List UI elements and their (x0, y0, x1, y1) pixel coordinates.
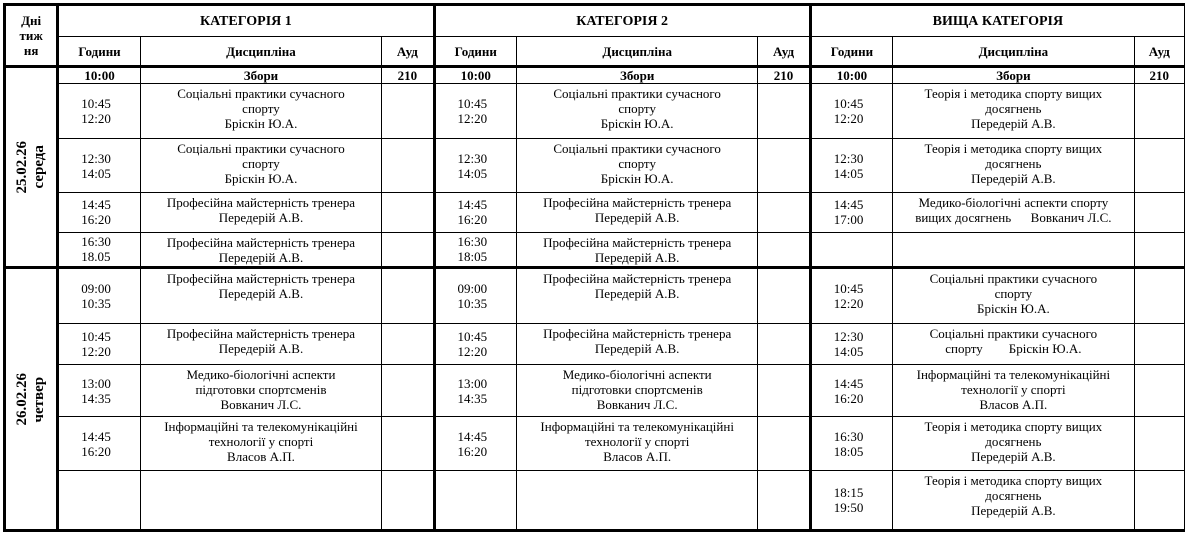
time-line: 12:30 (833, 329, 864, 345)
hours-cell (434, 470, 516, 530)
discipline-line: Інформаційні та телекомунікаційні (540, 419, 734, 435)
discipline-cell: Збори (516, 67, 757, 84)
aud-header: Ауд (382, 37, 434, 67)
day-cell (5, 67, 58, 268)
discipline-cell: Збори (140, 67, 381, 84)
time-line: 12:20 (833, 296, 864, 312)
discipline-line: спорту (994, 285, 1033, 301)
discipline-cell (140, 417, 381, 470)
schedule-row (5, 267, 1185, 323)
hours-cell (434, 192, 516, 232)
hours-header: Години (810, 37, 892, 67)
discipline-cell (516, 139, 757, 192)
hours-cell (434, 324, 516, 365)
discipline-cell (516, 470, 757, 530)
discipline-line: Бріскін Ю.А. (977, 300, 1050, 316)
discipline-cell (516, 267, 757, 323)
discipline-line: технології у спорті (208, 434, 314, 450)
aud-cell (758, 84, 810, 139)
discipline-line: Медико-біологічні аспекти (562, 367, 712, 383)
discipline-line: спорту Бріскін Ю.А. (945, 341, 1082, 357)
discipline-line: Власов А.П. (227, 449, 295, 465)
day-label (14, 141, 48, 194)
hours-cell (810, 139, 892, 192)
hours-cell: 10:00 (58, 67, 140, 84)
discipline-cell (140, 470, 381, 530)
discipline-cell (516, 232, 757, 267)
discipline-header: Дисципліна (893, 37, 1134, 67)
time-line: 18:15 (833, 484, 864, 500)
discipline-line: Професійна майстерність тренера (166, 194, 356, 210)
aud-header: Ауд (758, 37, 810, 67)
aud-cell (1134, 232, 1185, 267)
hours-cell (58, 232, 140, 267)
discipline-line: Бріскін Ю.А. (224, 171, 298, 187)
discipline-line: Теорія і методика спорту вищих (924, 86, 1103, 102)
discipline-cell (893, 139, 1134, 192)
discipline-line: Передерій А.В. (594, 285, 680, 301)
hours-cell (434, 365, 516, 417)
time-line: 16:30 (457, 234, 488, 250)
discipline-line: технології у спорті (961, 382, 1066, 398)
time-line: 10:45 (81, 96, 111, 112)
aud-cell (758, 470, 810, 530)
discipline-line: Інформаційні та телекомунікаційні (916, 367, 1111, 383)
aud-cell: 210 (758, 67, 810, 84)
discipline-line: Медико-біологічні аспекти спорту (918, 194, 1109, 210)
aud-cell (758, 324, 810, 365)
discipline-cell (140, 192, 381, 232)
hours-cell (58, 84, 140, 139)
discipline-cell (140, 324, 381, 365)
aud-cell (382, 417, 434, 470)
discipline-line: Теорія і методика спорту вищих (924, 141, 1103, 157)
time-line: 10:45 (457, 96, 488, 112)
schedule-row (5, 324, 1185, 365)
aud-cell (382, 84, 434, 139)
hours-cell: 10:00 (434, 67, 516, 84)
hours-cell (810, 232, 892, 267)
aud-cell (382, 139, 434, 192)
discipline-line: спорту (618, 156, 656, 172)
time-line: 10:45 (81, 329, 111, 345)
hours-cell (58, 192, 140, 232)
hours-cell (810, 324, 892, 365)
schedule-row (5, 139, 1185, 192)
discipline-cell (893, 84, 1134, 139)
time-line: 14:05 (81, 165, 111, 181)
discipline-line: Вовканич Л.С. (220, 397, 302, 413)
discipline-line: Передерій А.В. (218, 341, 304, 357)
day-date: 25.02.26 (14, 140, 31, 194)
time-line: 16:20 (833, 390, 864, 406)
aud-cell (758, 267, 810, 323)
time-line: 14:45 (457, 428, 488, 444)
hours-cell: 10:00 (810, 67, 892, 84)
discipline-line: Професійна майстерність тренера (166, 270, 356, 286)
hours-cell (434, 267, 516, 323)
discipline-cell (140, 267, 381, 323)
time-line: 12:30 (81, 150, 111, 166)
discipline-cell (140, 84, 381, 139)
discipline-header: Дисципліна (140, 37, 381, 67)
time-line: 14:45 (833, 375, 864, 391)
hours-cell (58, 417, 140, 470)
discipline-line: Інформаційні та телекомунікаційні (164, 419, 358, 435)
discipline-line: спорту (618, 101, 656, 117)
discipline-cell (893, 267, 1134, 323)
discipline-cell (893, 232, 1134, 267)
days-column-header (5, 5, 58, 67)
aud-cell (1134, 365, 1185, 417)
discipline-line: Професійна майстерність тренера (166, 326, 356, 342)
discipline-line: Передерій А.В. (218, 249, 304, 265)
discipline-line: вищих досягнень Вовканич Л.С. (915, 209, 1112, 225)
discipline-header: Дисципліна (516, 37, 757, 67)
hours-cell (58, 139, 140, 192)
discipline-cell (893, 365, 1134, 417)
time-line: 14:45 (833, 197, 864, 213)
discipline-line: підготовки спортсменів (195, 382, 327, 398)
discipline-line: Професійна майстерність тренера (166, 234, 356, 250)
discipline-cell (516, 417, 757, 470)
category-higher-header: ВИЩА КАТЕГОРІЯ (810, 5, 1185, 37)
aud-cell (1134, 417, 1185, 470)
discipline-cell (893, 192, 1134, 232)
time-line: 14:45 (81, 197, 111, 213)
time-line: 18:05 (457, 249, 488, 265)
schedule-row (5, 417, 1185, 470)
schedule-table (3, 3, 1185, 532)
hours-cell (58, 324, 140, 365)
time-line: 12:30 (457, 150, 488, 166)
discipline-line: Професійна майстерність тренера (543, 234, 732, 250)
discipline-line: Медико-біологічні аспекти (186, 367, 336, 383)
time-line: 16:20 (81, 212, 111, 228)
time-line: 14:05 (457, 165, 488, 181)
time-line: 12:20 (81, 111, 111, 127)
discipline-line: Передерій А.В. (971, 502, 1056, 518)
hours-header: Години (434, 37, 516, 67)
discipline-line: підготовки спортсменів (571, 382, 703, 398)
hours-cell (434, 232, 516, 267)
discipline-line: Власов А.П. (603, 449, 672, 465)
aud-cell (1134, 84, 1185, 139)
hours-cell (810, 267, 892, 323)
time-line: 17:00 (833, 212, 864, 228)
time-line: 16:20 (81, 443, 111, 459)
hours-cell (434, 417, 516, 470)
hours-cell (58, 365, 140, 417)
aud-cell (382, 324, 434, 365)
discipline-line: Професійна майстерність тренера (543, 326, 732, 342)
discipline-line: технології у спорті (584, 434, 690, 450)
discipline-line: Професійна майстерність тренера (543, 270, 732, 286)
aud-cell (758, 232, 810, 267)
aud-cell (758, 139, 810, 192)
discipline-line: досягнень (985, 434, 1042, 450)
time-line: 14:45 (457, 197, 488, 213)
hours-cell (810, 470, 892, 530)
time-line: 14:05 (833, 165, 864, 181)
aud-cell (382, 470, 434, 530)
discipline-line: Соціальні практики сучасного (177, 86, 345, 102)
discipline-line: Теорія і методика спорту вищих (924, 419, 1103, 435)
hours-cell (58, 470, 140, 530)
discipline-line: Професійна майстерність тренера (543, 194, 732, 210)
time-line: 12:20 (457, 111, 488, 127)
discipline-cell (516, 84, 757, 139)
hours-cell (434, 139, 516, 192)
aud-cell: 210 (1134, 67, 1185, 84)
schedule-row (5, 67, 1185, 84)
discipline-line: Теорія і методика спорту вищих (924, 472, 1103, 488)
discipline-line: Передерій А.В. (594, 249, 680, 265)
discipline-line: Соціальні практики сучасного (553, 86, 721, 102)
schedule-row (5, 84, 1185, 139)
aud-cell (1134, 470, 1185, 530)
discipline-cell (893, 324, 1134, 365)
discipline-cell: Збори (893, 67, 1134, 84)
aud-cell (1134, 139, 1185, 192)
schedule-row (5, 365, 1185, 417)
time-line: 14:05 (833, 344, 864, 360)
time-line: 10:45 (457, 329, 488, 345)
discipline-line: Соціальні практики сучасного (929, 270, 1098, 286)
discipline-cell (893, 470, 1134, 530)
day-weekday: середа (31, 145, 48, 189)
schedule-row (5, 470, 1185, 530)
time-line: 14:45 (81, 428, 111, 444)
discipline-cell (516, 324, 757, 365)
discipline-line: спорту (242, 101, 280, 117)
aud-cell (382, 192, 434, 232)
time-line: 12:20 (457, 344, 488, 360)
hours-cell (434, 84, 516, 139)
discipline-line: Передерій А.В. (594, 209, 680, 225)
discipline-line: спорту (242, 156, 280, 172)
discipline-line: Передерій А.В. (218, 285, 304, 301)
day-cell (5, 267, 58, 530)
aud-cell: 210 (382, 67, 434, 84)
discipline-line: Бріскін Ю.А. (600, 116, 674, 132)
hours-cell (810, 417, 892, 470)
category-2-header: КАТЕГОРІЯ 2 (434, 5, 810, 37)
discipline-line: Власов А.П. (979, 397, 1048, 413)
discipline-cell (893, 417, 1134, 470)
time-line: 09:00 (457, 281, 488, 297)
time-line: 10:45 (833, 281, 864, 297)
discipline-cell (516, 365, 757, 417)
discipline-line: Соціальні практики сучасного (553, 141, 721, 157)
day-label (14, 373, 48, 426)
hours-header: Години (58, 37, 140, 67)
time-line: 16:20 (457, 212, 488, 228)
discipline-cell (140, 139, 381, 192)
discipline-line: Передерій А.В. (971, 171, 1056, 187)
discipline-cell (140, 232, 381, 267)
discipline-line: досягнень (985, 487, 1042, 503)
time-line: 12:20 (833, 111, 864, 127)
discipline-line: Передерій А.В. (971, 449, 1056, 465)
time-line: 10:35 (457, 296, 488, 312)
aud-cell (382, 232, 434, 267)
aud-header: Ауд (1134, 37, 1185, 67)
aud-cell (382, 267, 434, 323)
discipline-line: досягнень (985, 101, 1042, 117)
aud-cell (758, 417, 810, 470)
time-line: 09:00 (81, 281, 111, 297)
discipline-line: досягнень (985, 156, 1042, 172)
discipline-line: Передерій А.В. (218, 209, 304, 225)
time-line: 10:35 (81, 296, 111, 312)
time-line: 16:30 (833, 428, 864, 444)
discipline-line: Бріскін Ю.А. (224, 116, 298, 132)
time-line: 13:00 (457, 375, 488, 391)
aud-cell (382, 365, 434, 417)
schedule-row (5, 192, 1185, 232)
time-line: 12:20 (81, 344, 111, 360)
hours-cell (810, 84, 892, 139)
discipline-cell (516, 192, 757, 232)
hours-cell (810, 365, 892, 417)
days-column-label: Дні тиж ня (19, 13, 43, 59)
aud-cell (1134, 324, 1185, 365)
time-line: 10:45 (833, 96, 864, 112)
time-line: 12:30 (833, 150, 864, 166)
time-line: 14:35 (81, 390, 111, 406)
hours-cell (58, 267, 140, 323)
discipline-cell (140, 365, 381, 417)
time-line: 16:20 (457, 443, 488, 459)
time-line: 14:35 (457, 390, 488, 406)
aud-cell (758, 365, 810, 417)
schedule-row (5, 232, 1185, 267)
day-date: 26.02.26 (14, 372, 31, 426)
discipline-line: Вовканич Л.С. (596, 397, 678, 413)
discipline-line: Соціальні практики сучасного (929, 326, 1098, 342)
time-line: 16:30 (81, 234, 111, 250)
time-line: 19:50 (833, 499, 864, 515)
hours-cell (810, 192, 892, 232)
aud-cell (1134, 192, 1185, 232)
time-line: 18:05 (833, 443, 864, 459)
discipline-line: Передерій А.В. (594, 341, 680, 357)
category-1-header: КАТЕГОРІЯ 1 (58, 5, 434, 37)
day-weekday: четвер (31, 376, 48, 422)
discipline-line: Соціальні практики сучасного (177, 141, 345, 157)
time-line: 13:00 (81, 375, 111, 391)
discipline-line: Передерій А.В. (971, 116, 1056, 132)
aud-cell (758, 192, 810, 232)
time-line: 18.05 (81, 249, 111, 265)
aud-cell (1134, 267, 1185, 323)
discipline-line: Бріскін Ю.А. (600, 171, 674, 187)
